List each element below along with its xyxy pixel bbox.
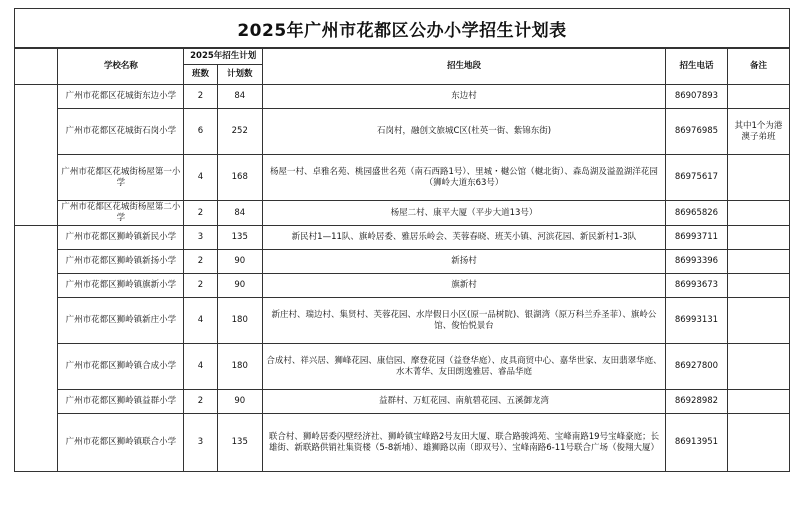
count-cell: 90 [217, 390, 262, 414]
area-cell: 新庄村、瑞边村、集贤村、芙蓉花园、水岸假日小区(原一品树院)、银湖湾（原万科兰乔圣菲）、旗岭公馆、俊怡悦景台 [262, 298, 665, 344]
group-cell [15, 85, 58, 226]
classes-cell: 2 [184, 390, 217, 414]
count-cell: 180 [217, 298, 262, 344]
phone-cell: 86928982 [665, 390, 727, 414]
school-cell: 广州市花都区狮岭镇益群小学 [58, 390, 184, 414]
table-row [15, 226, 790, 250]
school-cell: 广州市花都区狮岭镇旗新小学 [58, 274, 184, 298]
phone-cell: 86907893 [665, 85, 727, 109]
area-cell: 杨屋一村、卓雅名苑、桃园盛世名苑（南石西路1号）、里城・樾公馆（樾北街）、森岛湖及溢盈湖洋花园（狮岭大道东63号） [262, 155, 665, 201]
note-cell [727, 250, 789, 274]
area-cell: 石岗村，融创文旅城C区(杜英一街、紫锦东街) [262, 109, 665, 155]
school-cell: 广州市花都区花城街杨屋第一小学 [58, 155, 184, 201]
header-classes: 班数 [184, 65, 217, 85]
classes-cell: 4 [184, 298, 217, 344]
count-cell: 84 [217, 201, 262, 226]
school-cell: 广州市花都区花城街杨屋第二小学 [58, 201, 184, 226]
count-cell: 252 [217, 109, 262, 155]
phone-cell: 86965826 [665, 201, 727, 226]
count-cell: 90 [217, 250, 262, 274]
header-phone: 招生电话 [665, 49, 727, 85]
note-cell [727, 344, 789, 390]
area-cell: 益群村、万虹花园、南航碧花园、五溪御龙湾 [262, 390, 665, 414]
table-row [15, 414, 790, 472]
table-row [15, 390, 790, 414]
header-plan: 2025年招生计划 [184, 49, 263, 65]
header-area: 招生地段 [262, 49, 665, 85]
group-cell [15, 226, 58, 472]
classes-cell: 4 [184, 155, 217, 201]
note-cell [727, 390, 789, 414]
school-cell: 广州市花都区狮岭镇新扬小学 [58, 250, 184, 274]
note-cell: 其中1个为港澳子弟班 [727, 109, 789, 155]
school-cell: 广州市花都区花城街东边小学 [58, 85, 184, 109]
count-cell: 84 [217, 85, 262, 109]
classes-cell: 4 [184, 344, 217, 390]
table-row [15, 250, 790, 274]
table-row [15, 109, 790, 155]
table-row [15, 201, 790, 226]
table-row [15, 274, 790, 298]
phone-cell: 86927800 [665, 344, 727, 390]
note-cell [727, 85, 789, 109]
phone-cell: 86976985 [665, 109, 727, 155]
area-cell: 东边村 [262, 85, 665, 109]
count-cell: 135 [217, 414, 262, 472]
phone-cell: 86993711 [665, 226, 727, 250]
header-note: 备注 [727, 49, 789, 85]
note-cell [727, 155, 789, 201]
header-school: 学校名称 [58, 49, 184, 85]
header-row-1 [15, 49, 790, 65]
phone-cell: 86993131 [665, 298, 727, 344]
count-cell: 168 [217, 155, 262, 201]
table-row [15, 344, 790, 390]
count-cell: 90 [217, 274, 262, 298]
school-cell: 广州市花都区狮岭镇新民小学 [58, 226, 184, 250]
area-cell: 旗新村 [262, 274, 665, 298]
table-row [15, 155, 790, 201]
area-cell: 杨屋二村、康平大厦（平步大道13号） [262, 201, 665, 226]
phone-cell: 86913951 [665, 414, 727, 472]
area-cell: 合成村、祥兴居、狮峰花园、康信园、摩登花园（益登华庭）、皮具商贸中心、嘉华世家、友田翡翠华庭、水木菁华、友田朗逸雅居、睿品华庭 [262, 344, 665, 390]
classes-cell: 3 [184, 414, 217, 472]
area-cell: 联合村、狮岭居委闪壁经济社、狮岭镇宝峰路2号友田大厦、联合路骏鸿苑、宝峰南路19号宝峰豪庭；长雄街、新联路供销社集资楼（5-8新埔）、雄狮路以南（即双号）、宝峰南路6-11号联合广场（俊翔大厦） [262, 414, 665, 472]
sheet-title: 2025年广州市花都区公办小学招生计划表 [14, 8, 790, 48]
classes-cell: 2 [184, 274, 217, 298]
school-cell: 广州市花都区狮岭镇合成小学 [58, 344, 184, 390]
phone-cell: 86975617 [665, 155, 727, 201]
classes-cell: 3 [184, 226, 217, 250]
table-row [15, 298, 790, 344]
note-cell [727, 201, 789, 226]
school-cell: 广州市花都区狮岭镇新庄小学 [58, 298, 184, 344]
classes-cell: 2 [184, 201, 217, 226]
area-cell: 新民村1—11队、旗岭居委、雅居乐岭会、芙蓉春晓、班芙小镇、河滨花园、新民新村1-3队 [262, 226, 665, 250]
header-blank [15, 49, 58, 85]
school-cell: 广州市花都区狮岭镇联合小学 [58, 414, 184, 472]
note-cell [727, 226, 789, 250]
phone-cell: 86993673 [665, 274, 727, 298]
area-cell: 新扬村 [262, 250, 665, 274]
note-cell [727, 274, 789, 298]
phone-cell: 86993396 [665, 250, 727, 274]
enrollment-sheet [14, 8, 790, 472]
note-cell [727, 414, 789, 472]
note-cell [727, 298, 789, 344]
classes-cell: 6 [184, 109, 217, 155]
header-count: 计划数 [217, 65, 262, 85]
table-row [15, 85, 790, 109]
count-cell: 135 [217, 226, 262, 250]
count-cell: 180 [217, 344, 262, 390]
school-cell: 广州市花都区花城街石岗小学 [58, 109, 184, 155]
classes-cell: 2 [184, 85, 217, 109]
classes-cell: 2 [184, 250, 217, 274]
enrollment-table [14, 48, 790, 472]
